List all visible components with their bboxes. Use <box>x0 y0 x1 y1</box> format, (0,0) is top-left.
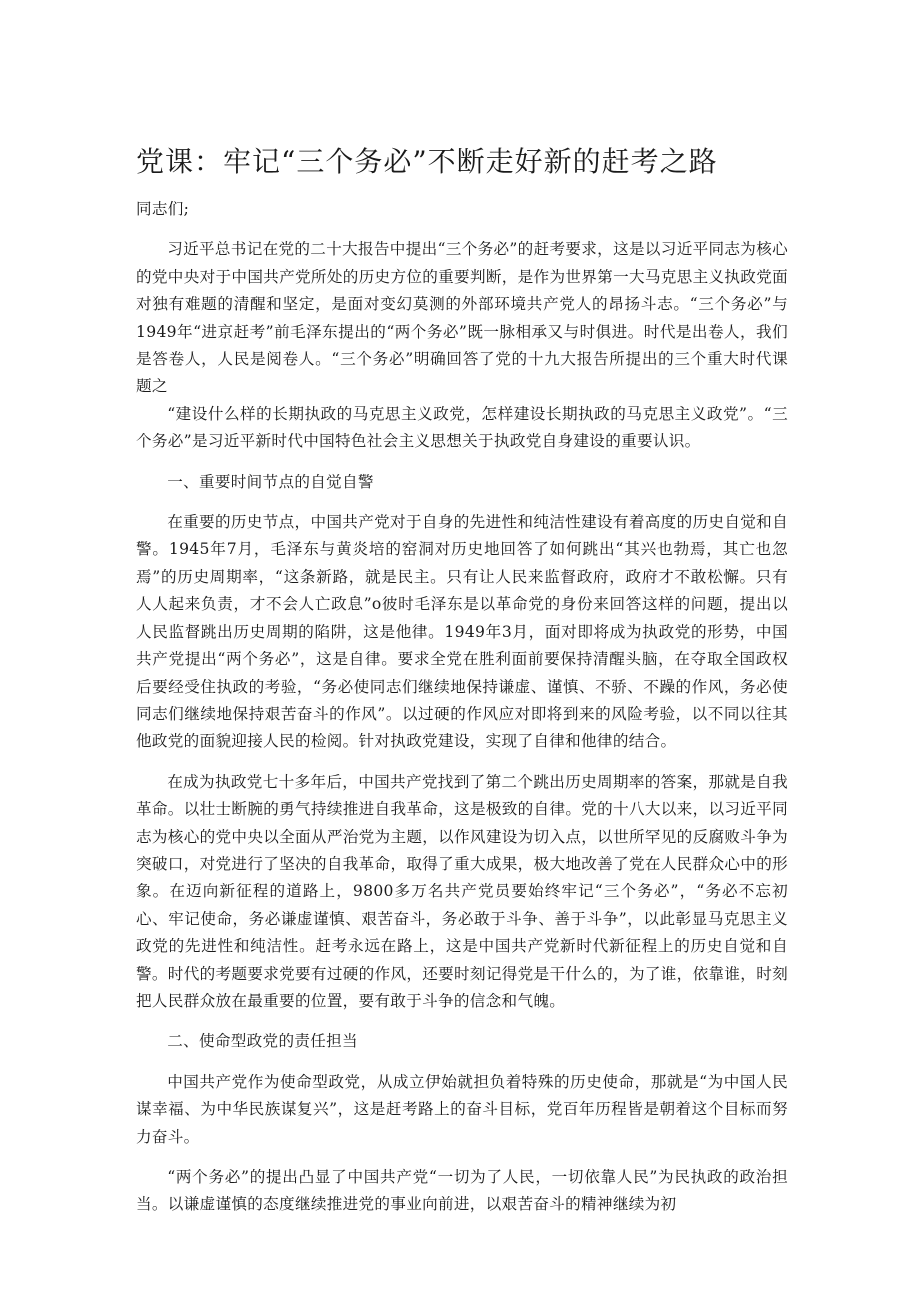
paragraph-section-2-b: “两个务必”的提出凸显了中国共产党“一切为了人民，一切依靠人民”为民执政的政治担当。以谦虚谨慎的态度继续推进党的事业向前进，以艰苦奋斗的精神继续为初 <box>136 1168 788 1214</box>
paragraph-section-2-a: 中国共产党作为使命型政党，从成立伊始就担负着特殊的历史使命，那就是“为中国人民谋幸福、为中华民族谋复兴”，这是赶考路上的奋斗目标，党百年历程皆是朝着这个目标而努力奋斗。 <box>136 1072 788 1146</box>
paragraph-section-1-a: 在重要的历史节点，中国共产党对于自身的先进性和纯洁性建设有着高度的历史自觉和自警。1945年7月，毛泽东与黄炎培的窑洞对历史地回答了如何跳出“其兴也勃焉，其亡也忽焉”的历史周期率，“这条新路，就是民主。只有让人民来监督政府，政府才不敢松懈。只有人人起来负责，才不会人亡政息”o彼时毛泽东是以革命党的身份来回答这样的问题，提出以人民监督跳出历史周期的陷阱，这是他律。1949年3月，面对即将成为执政党的形势，中国共产党提出“两个务必”，这是自律。要求全党在胜利面前要保持清醒头脑，在夺取全国政权后要经受住执政的考验，“务必使同志们继续地保持谦虚、谨慎、不骄、不躁的作风，务必使同志们继续地保持艰苦奋斗的作风”。以过硬的作风应对即将到来的风险考验，以不同以往其他政党的面貌迎接人民的检阅。针对执政党建设，实现了自律和他律的结合。 <box>136 513 788 751</box>
document-body <box>136 196 788 1219</box>
section-heading-2: 二、使命型政党的责任担当 <box>167 1032 358 1051</box>
section-heading-1: 一、重要时间节点的自觉自警 <box>167 472 374 491</box>
salutation: 同志们; <box>136 200 190 218</box>
document-title: 党课：牢记“三个务必”不断走好新的赶考之路 <box>136 145 718 178</box>
paragraph-section-1-b: 在成为执政党七十多年后，中国共产党找到了第二个跳出历史周期率的答案，那就是自我革命。以壮士断腕的勇气持续推进自我革命，这是极致的自律。党的十八大以来，以习近平同志为核心的党中央以全面从严治党为主题，以作风建设为切入点，以世所罕见的反腐败斗争为突破口，对党进行了坚决的自我革命，取得了重大成果，极大地改善了党在人民群众心中的形象。在迈向新征程的道路上，9800多万名共产党员要始终牢记“三个务必”，“务必不忘初心、牢记使命，务必谦虚谨慎、艰苦奋斗，务必敢于斗争、善于斗争”，以此彰显马克思主义政党的先进性和纯洁性。赶考永远在路上，这是中国共产党新时代新征程上的历史自觉和自警。时代的考题要求党要有过硬的作风，还要时刻记得党是干什么的，为了谁，依靠谁，时刻把人民群众放在最重要的位置，要有敢于斗争的信念和气魄。 <box>136 772 788 1010</box>
paragraph-intro-continued: “建设什么样的长期执政的马克思主义政党，怎样建设长期执政的马克思主义政党”。“三个务必”是习近平新时代中国特色社会主义思想关于执政党自身建设的重要认识。 <box>136 404 788 451</box>
paragraph-intro: 习近平总书记在党的二十大报告中提出“三个务必”的赶考要求，这是以习近平同志为核心的党中央对于中国共产党所处的历史方位的重要判断，是作为世界第一大马克思主义执政党面对独有难题的清醒和坚定，是面对变幻莫测的外部环境共产党人的昂扬斗志。“三个务必”与1949年“进京赶考”前毛泽东提出的“两个务必”既一脉相承又与时俱进。时代是出卷人，我们是答卷人，人民是阅卷人。“三个务必”明确回答了党的十九大报告所提出的三个重大时代课题之 <box>136 240 788 396</box>
